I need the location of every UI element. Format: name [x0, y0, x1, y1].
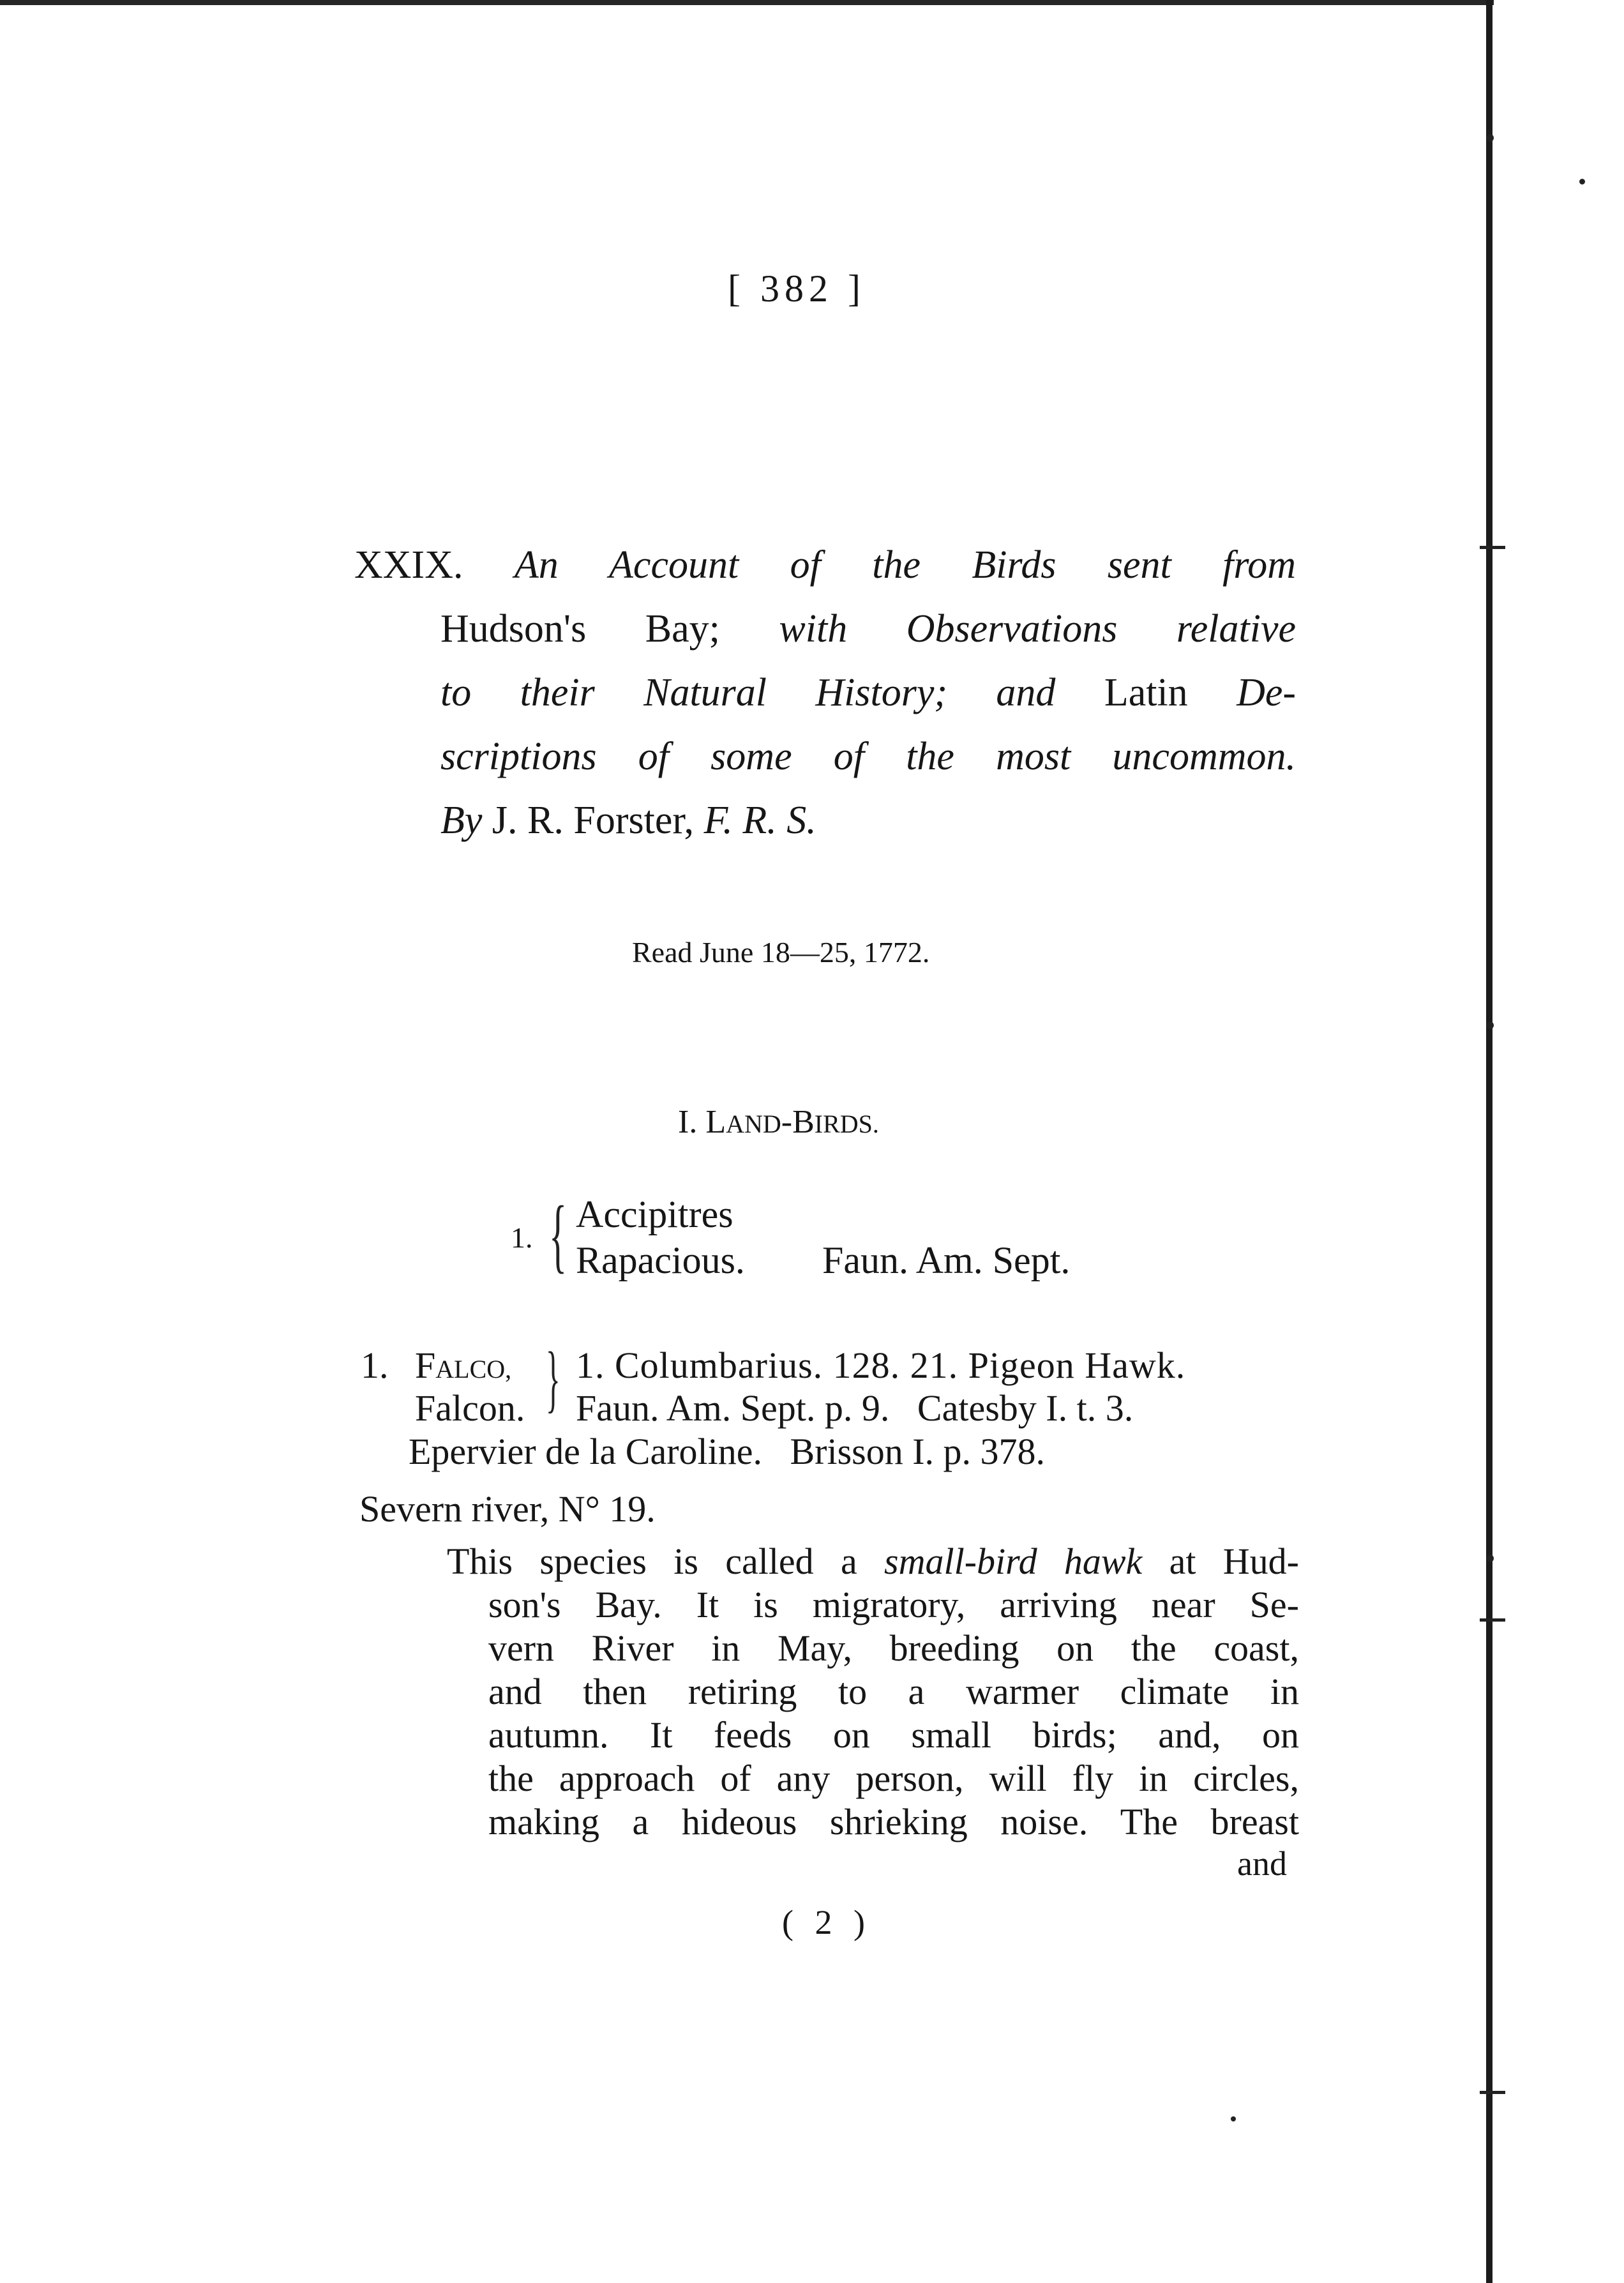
margin-mark: [1486, 1555, 1494, 1562]
paragraph-line: son's Bay. It is migratory, arriving near Se-: [488, 1584, 1299, 1625]
paragraph-line: This species is called a small-bird hawk at Hud-: [447, 1541, 1299, 1582]
margin-mark: [1480, 1618, 1505, 1622]
title-line: XXIX. An Account of the Birds sent from: [354, 543, 1296, 587]
paragraph-line: vern River in May, breeding on the coast,: [488, 1627, 1299, 1669]
margin-mark: [1480, 2091, 1505, 2094]
order-name-english: Rapacious.: [576, 1239, 745, 1281]
margin-mark: [1231, 2116, 1236, 2121]
paragraph-line: autumn. It feeds on small birds; and, on: [488, 1714, 1299, 1756]
genus-name: FALCO,: [415, 1345, 512, 1386]
species-line: Epervier de la Caroline. Brisson I. p. 378.: [409, 1431, 1046, 1472]
title-line: By J. R. Forster, F. R. S.: [440, 799, 816, 842]
margin-mark: [1486, 1021, 1494, 1029]
page-number: [ 382 ]: [728, 267, 866, 310]
order-number: 1.: [511, 1221, 533, 1254]
margin-mark: [1579, 179, 1585, 185]
genus-english: Falcon.: [415, 1387, 525, 1429]
title-line: scriptions of some of the most uncommon.: [440, 735, 1296, 778]
article-title: [354, 533, 1296, 852]
title-line: to their Natural History; and Latin De-: [440, 671, 1297, 714]
page-edge-top: [0, 0, 1494, 5]
margin-mark: [1486, 134, 1494, 142]
section-heading: I. LAND-BIRDS.: [678, 1104, 879, 1140]
entry-number: 1.: [361, 1345, 389, 1386]
species-line: 1. Columbarius. 128. 21. Pigeon Hawk.: [576, 1345, 1186, 1386]
locality: Severn river, N° 19.: [359, 1488, 656, 1530]
margin-mark: [1480, 546, 1505, 549]
title-line: Hudson's Bay; with Observations relative: [440, 607, 1296, 651]
brace: }: [546, 1336, 560, 1420]
paragraph-line: making a hideous shrieking noise. The breast: [488, 1801, 1299, 1842]
species-line: Faun. Am. Sept. p. 9. Catesby I. t. 3.: [576, 1387, 1134, 1429]
order-name: Accipitres: [576, 1193, 733, 1235]
page-edge-right: [1486, 0, 1492, 2283]
catchword: and: [1237, 1844, 1287, 1883]
order-reference: Faun. Am. Sept.: [822, 1239, 1071, 1281]
brace: {: [549, 1189, 568, 1281]
signature-mark: ( 2 ): [782, 1903, 871, 1941]
paragraph-line: and then retiring to a warmer climate in: [488, 1671, 1299, 1712]
paragraph-line: the approach of any person, will fly in circles,: [488, 1758, 1299, 1799]
read-date: Read June 18—25, 1772.: [632, 936, 930, 968]
